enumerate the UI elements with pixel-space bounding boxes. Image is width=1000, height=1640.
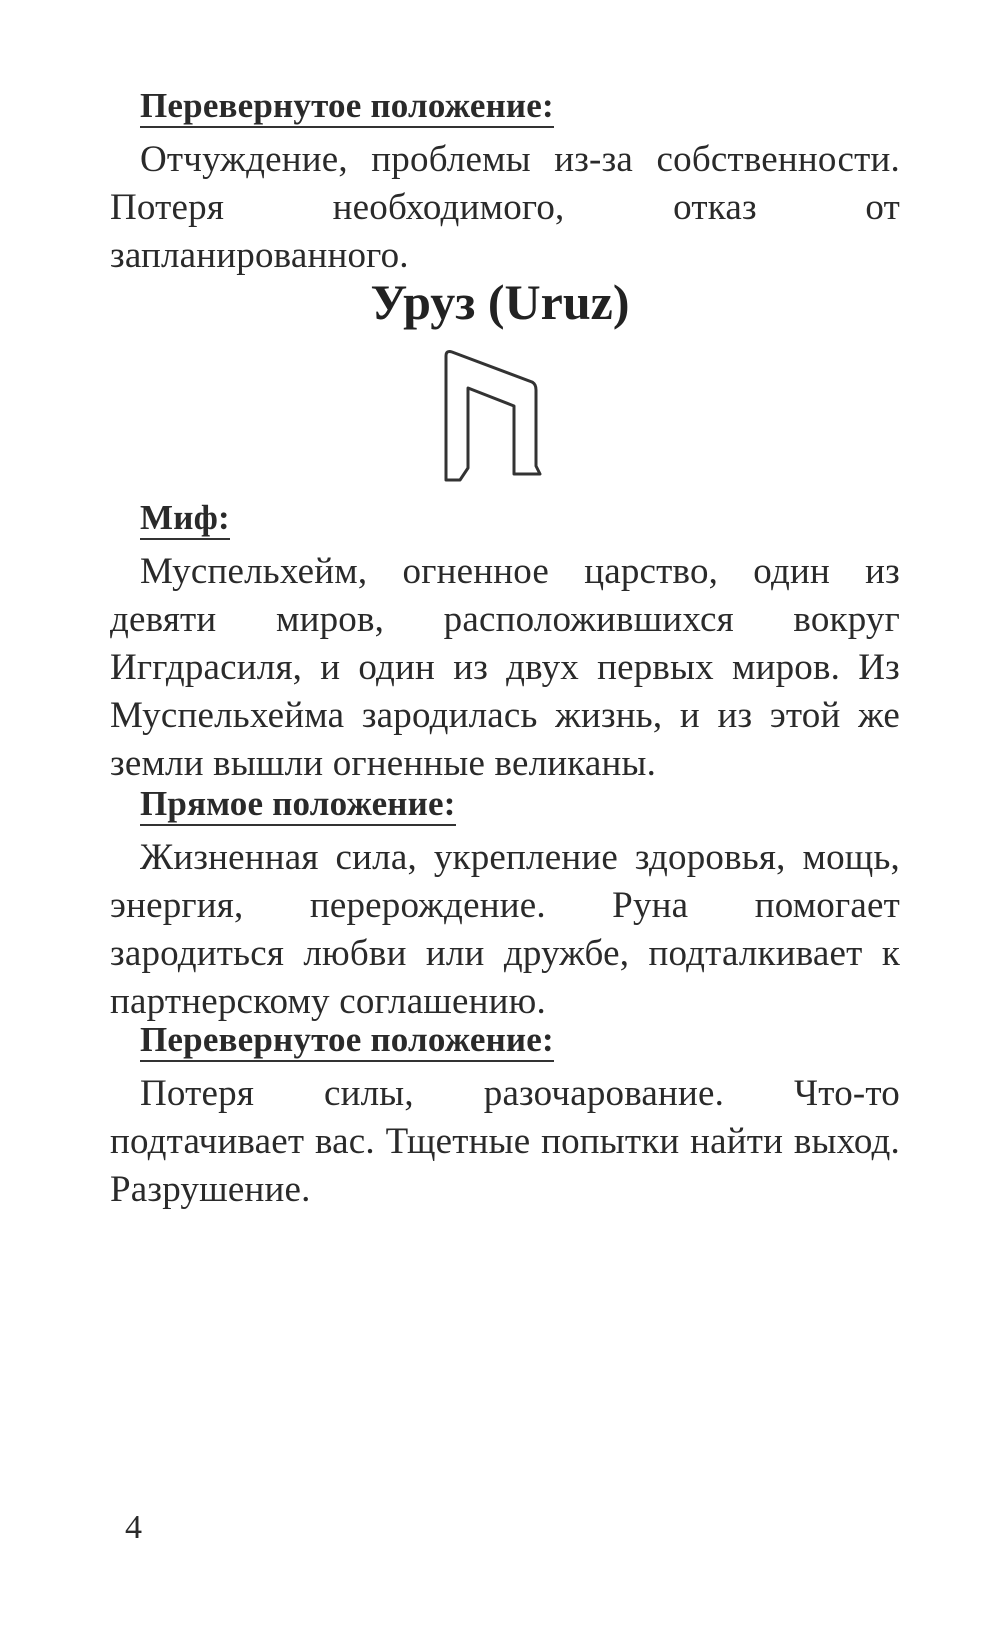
rune-title: Уруз (Uruz) (370, 274, 630, 330)
reversed-section (110, 1016, 900, 1214)
prev-reversed-heading: Перевернутое положение: (140, 88, 554, 128)
page-number: 4 (125, 1509, 142, 1546)
uruz-rune-icon (440, 348, 560, 498)
upright-heading: Прямое положение: (140, 786, 456, 826)
myth-text: Муспельхейм, огненное царство, один из девяти миров, расположившихся вокруг Иггдрасиля, и один из двух первых миров. Из Муспельхейма зародилась жизнь, и из этой же земли вышли огненные великаны. (110, 551, 900, 784)
prev-reversed-text: Отчуждение, проблемы из-за собственности. Потеря необходимого, отказ от запланированного. (110, 139, 900, 276)
upright-section (110, 780, 900, 1026)
myth-heading: Миф: (140, 500, 230, 540)
reversed-heading: Перевернутое положение: (140, 1022, 554, 1062)
prev-reversed-section (110, 82, 900, 280)
myth-section (110, 494, 900, 788)
reversed-text: Потеря силы, разочарование. Что-то подтачивает вас. Тщетные попытки найти выход. Разрушение. (110, 1073, 900, 1210)
upright-text: Жизненная сила, укрепление здоровья, мощь, энергия, перерождение. Руна помогает зародиться любви или дружбе, подталкивает к партнерскому соглашению. (110, 837, 900, 1022)
